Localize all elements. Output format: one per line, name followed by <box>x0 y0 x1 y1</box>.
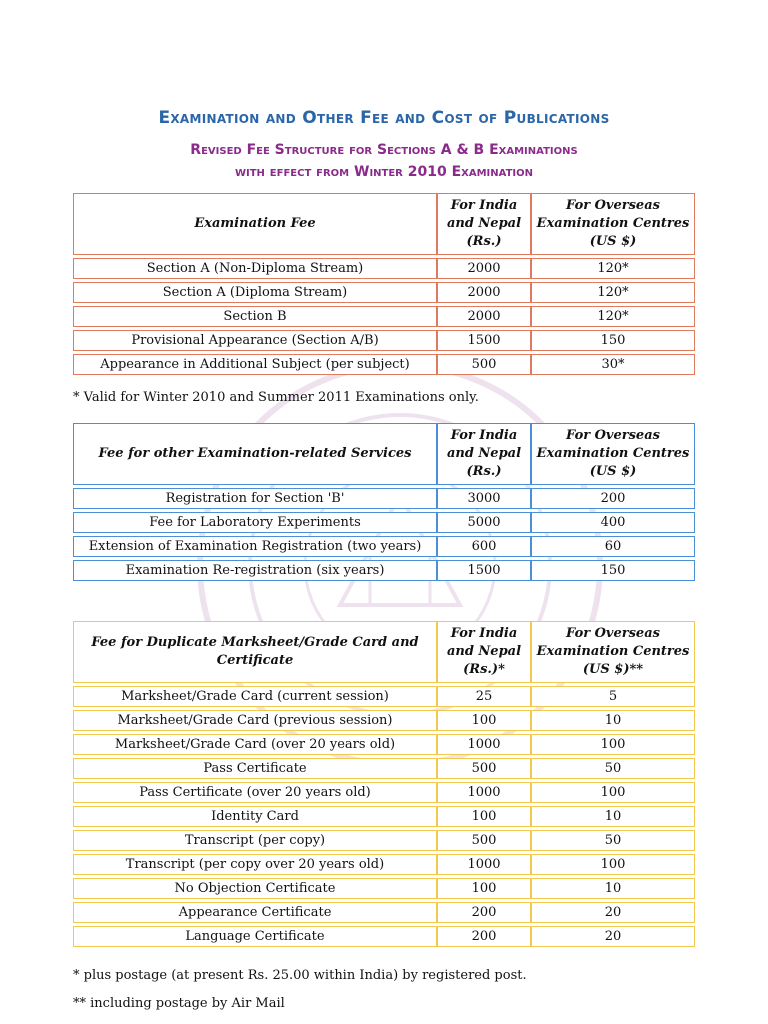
column-header: For Overseas Examination Centres (US $) <box>531 193 695 255</box>
overseas-fee: 150 <box>531 330 695 351</box>
postage-footnote: * plus postage (at present Rs. 25.00 within India) by registered post. <box>73 968 527 983</box>
table-row <box>73 830 695 851</box>
column-header: For India and Nepal (Rs.) <box>437 423 531 485</box>
india-fee: 1500 <box>437 560 531 581</box>
column-header: For India and Nepal (Rs.) <box>437 193 531 255</box>
overseas-fee: 100 <box>531 782 695 803</box>
table-row <box>73 902 695 923</box>
column-header: For Overseas Examination Centres (US $) <box>531 423 695 485</box>
table-row <box>73 330 695 351</box>
column-header: Examination Fee <box>73 193 437 255</box>
india-fee: 25 <box>437 686 531 707</box>
row-label: Transcript (per copy) <box>73 830 437 851</box>
india-fee: 200 <box>437 926 531 947</box>
subtitle-line-2: with effect from Winter 2010 Examination <box>234 164 534 180</box>
india-fee: 500 <box>437 354 531 375</box>
india-fee: 1000 <box>437 854 531 875</box>
row-label: Appearance Certificate <box>73 902 437 923</box>
table-row <box>73 686 695 707</box>
overseas-fee: 60 <box>531 536 695 557</box>
table-row <box>73 282 695 303</box>
table-row <box>73 536 695 557</box>
row-label: Marksheet/Grade Card (current session) <box>73 686 437 707</box>
row-label: Registration for Section 'B' <box>73 488 437 509</box>
overseas-fee: 120* <box>531 258 695 279</box>
row-label: Language Certificate <box>73 926 437 947</box>
overseas-fee: 20 <box>531 902 695 923</box>
table-header-row <box>73 193 695 255</box>
airmail-footnote: ** including postage by Air Mail <box>73 996 285 1011</box>
table-row <box>73 854 695 875</box>
overseas-fee: 150 <box>531 560 695 581</box>
column-header: Fee for Duplicate Marksheet/Grade Card and Certificate <box>73 621 437 683</box>
india-fee: 100 <box>437 878 531 899</box>
row-label: Section B <box>73 306 437 327</box>
table-row <box>73 512 695 533</box>
row-label: Extension of Examination Registration (two years) <box>73 536 437 557</box>
table-row <box>73 926 695 947</box>
table-row <box>73 258 695 279</box>
row-label: Section A (Non-Diploma Stream) <box>73 258 437 279</box>
overseas-fee: 10 <box>531 878 695 899</box>
india-fee: 100 <box>437 710 531 731</box>
india-fee: 2000 <box>437 258 531 279</box>
table-row <box>73 806 695 827</box>
row-label: Appearance in Additional Subject (per subject) <box>73 354 437 375</box>
india-fee: 500 <box>437 830 531 851</box>
india-fee: 1500 <box>437 330 531 351</box>
overseas-fee: 20 <box>531 926 695 947</box>
india-fee: 100 <box>437 806 531 827</box>
table-row <box>73 734 695 755</box>
overseas-fee: 100 <box>531 854 695 875</box>
column-header: For Overseas Examination Centres (US $)** <box>531 621 695 683</box>
column-header: Fee for other Examination-related Services <box>73 423 437 485</box>
duplicate-marksheet-fee-table <box>73 618 695 950</box>
row-label: Section A (Diploma Stream) <box>73 282 437 303</box>
row-label: Marksheet/Grade Card (previous session) <box>73 710 437 731</box>
table-row <box>73 354 695 375</box>
page-title: Examination and Other Fee and Cost of Publications <box>158 108 610 128</box>
other-services-fee-table <box>73 420 695 584</box>
row-label: Pass Certificate <box>73 758 437 779</box>
column-header: For India and Nepal (Rs.)* <box>437 621 531 683</box>
row-label: Marksheet/Grade Card (over 20 years old) <box>73 734 437 755</box>
overseas-fee: 10 <box>531 710 695 731</box>
overseas-fee: 120* <box>531 306 695 327</box>
overseas-fee: 30* <box>531 354 695 375</box>
india-fee: 5000 <box>437 512 531 533</box>
india-fee: 500 <box>437 758 531 779</box>
india-fee: 1000 <box>437 734 531 755</box>
india-fee: 600 <box>437 536 531 557</box>
subtitle-line-1: Revised Fee Structure for Sections A & B Examinations <box>190 142 578 158</box>
india-fee: 2000 <box>437 282 531 303</box>
india-fee: 2000 <box>437 306 531 327</box>
table-row <box>73 488 695 509</box>
table-1-footnote: * Valid for Winter 2010 and Summer 2011 Examinations only. <box>73 390 479 405</box>
table-row <box>73 782 695 803</box>
row-label: Identity Card <box>73 806 437 827</box>
india-fee: 3000 <box>437 488 531 509</box>
examination-fee-table <box>73 190 695 378</box>
overseas-fee: 50 <box>531 758 695 779</box>
india-fee: 200 <box>437 902 531 923</box>
row-label: Transcript (per copy over 20 years old) <box>73 854 437 875</box>
row-label: Fee for Laboratory Experiments <box>73 512 437 533</box>
table-row <box>73 758 695 779</box>
overseas-fee: 50 <box>531 830 695 851</box>
row-label: No Objection Certificate <box>73 878 437 899</box>
row-label: Pass Certificate (over 20 years old) <box>73 782 437 803</box>
overseas-fee: 10 <box>531 806 695 827</box>
overseas-fee: 120* <box>531 282 695 303</box>
overseas-fee: 100 <box>531 734 695 755</box>
row-label: Provisional Appearance (Section A/B) <box>73 330 437 351</box>
table-row <box>73 710 695 731</box>
table-header-row <box>73 621 695 683</box>
row-label: Examination Re-registration (six years) <box>73 560 437 581</box>
table-header-row <box>73 423 695 485</box>
overseas-fee: 5 <box>531 686 695 707</box>
overseas-fee: 400 <box>531 512 695 533</box>
overseas-fee: 200 <box>531 488 695 509</box>
india-fee: 1000 <box>437 782 531 803</box>
table-row <box>73 878 695 899</box>
table-row <box>73 560 695 581</box>
table-row <box>73 306 695 327</box>
